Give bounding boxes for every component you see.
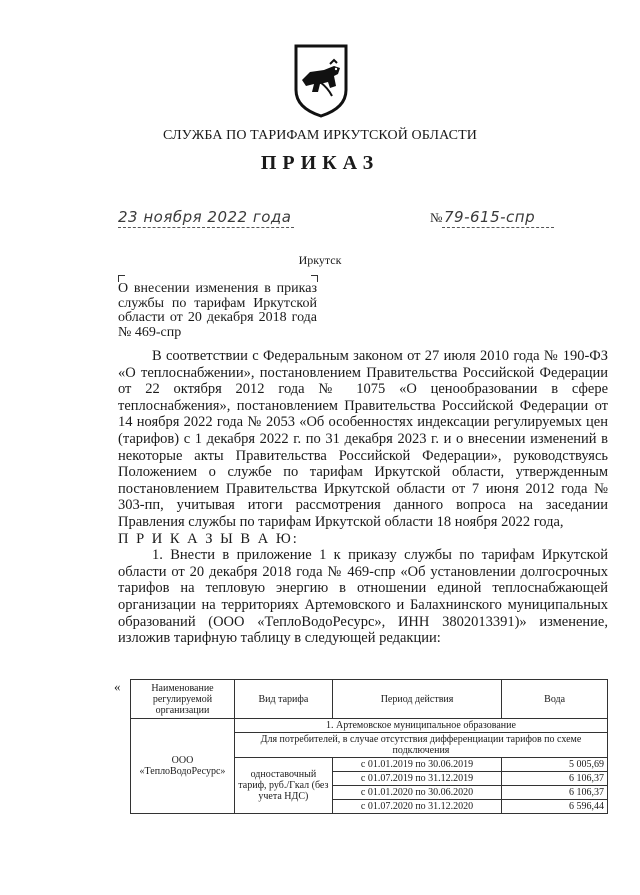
order-subject: О внесении изменения в приказ службы по тарифам Иркутской области от 20 декабря 2018 года № 469-спр bbox=[118, 281, 317, 340]
period-cell: с 01.07.2020 по 31.12.2020 bbox=[332, 800, 501, 814]
header-tariff-type: Вид тарифа bbox=[234, 680, 332, 719]
tariff-table bbox=[130, 679, 608, 814]
number-sign: № bbox=[430, 210, 443, 225]
item-1-paragraph: 1. Внести в приложение 1 к приказу службы по тарифам Иркутской области от 20 декабря 2018 года № 469-спр «Об установлении долгосрочных тарифов на тепловую энергию в отношении единой теплоснабжающей организации на территориях Артемовского и Балахнинского муниципальных образований (ООО «ТеплоВодоРесурс», ИНН 3802013391)» изменение, изложив тарифную таблицу в следующей редакции: bbox=[118, 547, 608, 647]
section-title: 1. Артемовское муниципальное образование bbox=[234, 719, 607, 733]
period-cell: с 01.01.2020 по 30.06.2020 bbox=[332, 786, 501, 800]
water-value-cell: 6 106,37 bbox=[502, 786, 608, 800]
handwritten-date: 23 ноября 2022 года bbox=[118, 208, 292, 226]
city-name: Иркутск bbox=[298, 253, 342, 267]
date-underline bbox=[118, 227, 294, 228]
table-opening-quote: « bbox=[114, 679, 121, 694]
subsection-title: Для потребителей, в случае отсутствия дифференциации тарифов по схеме подключения bbox=[234, 733, 607, 758]
water-value-cell: 5 005,69 bbox=[502, 758, 608, 772]
date-field bbox=[118, 208, 294, 230]
preamble-paragraph: В соответствии с Федеральным законом от 27 июля 2010 года № 190-ФЗ «О теплоснабжении», постановлением Правительства Российской Федерации от 22 октября 2012 года № 1075 «О ценообразовании в сфере теплоснабжения», постановлением Правительства Российской Федерации от 14 ноября 2022 года № 2053 «Об особенностях индексации регулируемых цен (тарифов) с 1 декабря 2022 г. по 31 декабря 2023 г. и о внесении изменений в некоторые акты Правительства Российской Федерации», руководствуясь Положением о службе по тарифам Иркутской области, утвержденным постановлением Правительства Иркутской области от 7 июня 2012 года № 303-пп, учитывая итоги рассмотрения данного вопроса на заседании Правления службы по тарифам Иркутской области 18 ноября 2022 года, bbox=[118, 348, 608, 530]
order-word: П Р И К А З Ы В А Ю: bbox=[118, 530, 299, 547]
coat-of-arms-emblem bbox=[290, 42, 352, 120]
header-period: Период действия bbox=[332, 680, 501, 719]
number-field bbox=[430, 208, 554, 230]
water-value-cell: 6 596,44 bbox=[502, 800, 608, 814]
handwritten-number: 79-615-спр bbox=[444, 208, 536, 226]
header-org: Наименование регулируемой организации bbox=[131, 680, 235, 719]
document-title: ПРИКАЗ bbox=[260, 152, 380, 174]
water-value-cell: 6 106,37 bbox=[502, 772, 608, 786]
period-cell: с 01.07.2019 по 31.12.2019 bbox=[332, 772, 501, 786]
period-cell: с 01.01.2019 по 30.06.2019 bbox=[332, 758, 501, 772]
org-name-cell: ООО «ТеплоВодоРесурс» bbox=[131, 719, 235, 814]
header-water: Вода bbox=[502, 680, 608, 719]
order-body bbox=[118, 348, 608, 647]
table-header-row bbox=[131, 680, 608, 719]
tariff-type-cell: одноставочный тариф, руб./Гкал (без учета НДС) bbox=[234, 758, 332, 814]
organization-name: СЛУЖБА ПО ТАРИФАМ ИРКУТСКОЙ ОБЛАСТИ bbox=[163, 128, 477, 143]
section-row bbox=[131, 719, 608, 733]
number-underline bbox=[442, 227, 554, 228]
